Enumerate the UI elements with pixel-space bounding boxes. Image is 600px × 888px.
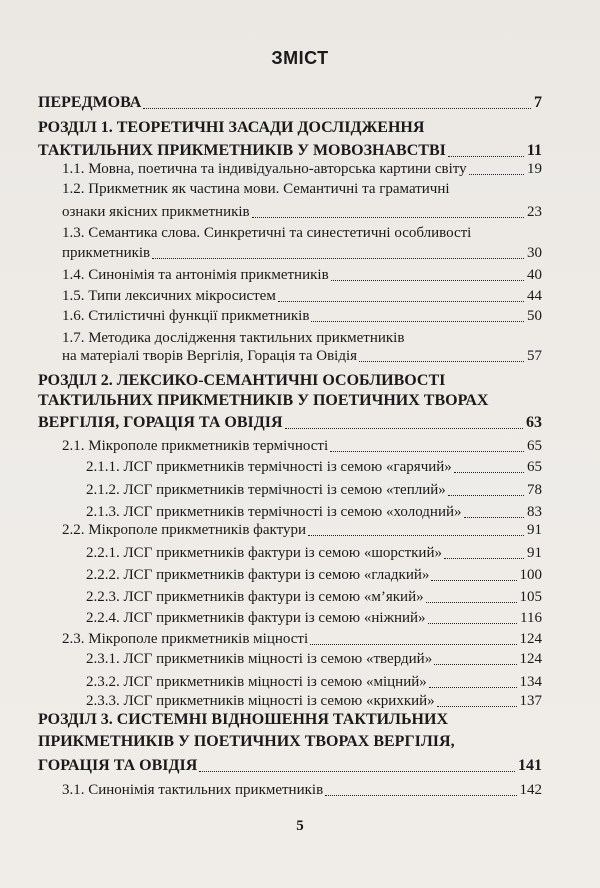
dot-leader bbox=[426, 602, 517, 603]
toc-entry-text: ПЕРЕДМОВА bbox=[38, 94, 142, 111]
dot-leader bbox=[469, 174, 524, 175]
dot-leader bbox=[331, 280, 524, 281]
toc-entry-text: РОЗДІЛ 1. ТЕОРЕТИЧНІ ЗАСАДИ ДОСЛІДЖЕННЯ bbox=[38, 119, 425, 136]
toc-page-number: 44 bbox=[527, 288, 542, 304]
dot-leader bbox=[359, 361, 524, 362]
toc-page-number: 91 bbox=[527, 522, 542, 538]
toc-entry-text: 1.2. Прикметник як частина мови. Семантичні та граматичні bbox=[62, 181, 450, 197]
toc-page-number: 100 bbox=[519, 567, 542, 583]
dot-leader bbox=[330, 451, 524, 452]
toc-page-number: 11 bbox=[526, 142, 542, 159]
toc-page-number: 116 bbox=[520, 610, 542, 626]
toc-entry-text: на матеріалі творів Вергілія, Горація та Овідія bbox=[62, 348, 358, 364]
toc-page-number: 7 bbox=[534, 94, 542, 111]
dot-leader bbox=[431, 580, 516, 581]
toc-entry-text: 2.2. Мікрополе прикметників фактури bbox=[62, 522, 307, 538]
toc-entry-text: 1.5. Типи лексичних мікросистем bbox=[62, 288, 276, 304]
dot-leader bbox=[310, 644, 516, 645]
toc-entry-text: 3.1. Синонімія тактильних прикметників bbox=[62, 782, 324, 798]
page-number: 5 bbox=[296, 818, 304, 834]
dot-leader bbox=[152, 258, 524, 259]
dot-leader bbox=[428, 623, 518, 624]
toc-page-number: 19 bbox=[527, 161, 542, 177]
dot-leader bbox=[325, 795, 516, 796]
toc-page-number: 141 bbox=[518, 757, 542, 774]
dot-leader bbox=[143, 108, 531, 109]
toc-entry-text: 1.4. Синонімія та антонімія прикметників bbox=[62, 267, 329, 283]
dot-leader bbox=[444, 558, 524, 559]
toc-entry-text: 2.3. Мікрополе прикметників міцності bbox=[62, 631, 309, 647]
toc-entry-text: 2.2.4. ЛСГ прикметників фактури із семою «ніжний» bbox=[86, 610, 426, 626]
toc-entry-text: 2.1.1. ЛСГ прикметників термічності із семою «гарячий» bbox=[86, 459, 452, 475]
toc-entry-text: 2.2.1. ЛСГ прикметників фактури із семою «шорсткий» bbox=[86, 545, 442, 561]
toc-entry-text: ВЕРГІЛІЯ, ГОРАЦІЯ ТА ОВІДІЯ bbox=[38, 414, 283, 431]
toc-entry-text: ТАКТИЛЬНИХ ПРИКМЕТНИКІВ У МОВОЗНАВСТВІ bbox=[38, 142, 446, 159]
toc-entry-text: 2.1.3. ЛСГ прикметників термічності із семою «холодний» bbox=[86, 504, 462, 520]
toc-page-number: 124 bbox=[519, 651, 542, 667]
toc-entry-text: 2.3.3. ЛСГ прикметників міцності із семою «крихкий» bbox=[86, 693, 435, 709]
toc-page-number: 83 bbox=[527, 504, 542, 520]
toc-entry-text: ТАКТИЛЬНИХ ПРИКМЕТНИКІВ У ПОЕТИЧНИХ ТВОРАХ bbox=[38, 392, 489, 409]
toc-entry-text: РОЗДІЛ 2. ЛЕКСИКО-СЕМАНТИЧНІ ОСОБЛИВОСТІ bbox=[38, 372, 446, 389]
toc-page-number: 78 bbox=[527, 482, 542, 498]
toc-entry-text: 2.1.2. ЛСГ прикметників термічності із семою «теплий» bbox=[86, 482, 446, 498]
toc-entry-text: 2.1. Мікрополе прикметників термічності bbox=[62, 438, 329, 454]
toc-page-number: 65 bbox=[527, 459, 542, 475]
dot-leader bbox=[278, 301, 524, 302]
toc-entry-text: 1.7. Методика дослідження тактильних прикметників bbox=[62, 330, 405, 346]
toc-entry-text: 1.6. Стилістичні функції прикметників bbox=[62, 308, 310, 324]
toc-page-number: 105 bbox=[519, 589, 542, 605]
dot-leader bbox=[437, 706, 517, 707]
toc-page-number: 137 bbox=[519, 693, 542, 709]
toc-entry-text: прикметників bbox=[62, 245, 151, 261]
toc-entry-text: ПРИКМЕТНИКІВ У ПОЕТИЧНИХ ТВОРАХ ВЕРГІЛІЯ, bbox=[38, 733, 455, 750]
toc-page-number: 23 bbox=[527, 204, 542, 220]
toc-entry-text: 2.3.1. ЛСГ прикметників міцності із семою «твердий» bbox=[86, 651, 433, 667]
dot-leader bbox=[454, 472, 524, 473]
toc-entry-text: 2.2.3. ЛСГ прикметників фактури із семою «м’який» bbox=[86, 589, 424, 605]
page-title: ЗМІСТ bbox=[271, 48, 329, 68]
toc-page-number: 40 bbox=[527, 267, 542, 283]
toc-page-number: 91 bbox=[527, 545, 542, 561]
toc-page-number: 124 bbox=[519, 631, 542, 647]
toc-entry-text: 1.3. Семантика слова. Синкретичні та синестетичні особливості bbox=[62, 225, 472, 241]
dot-leader bbox=[199, 771, 515, 772]
dot-leader bbox=[434, 664, 516, 665]
toc-entry-text: РОЗДІЛ 3. СИСТЕМНІ ВІДНОШЕННЯ ТАКТИЛЬНИХ bbox=[38, 711, 448, 728]
toc-page-number: 50 bbox=[527, 308, 542, 324]
dot-leader bbox=[429, 687, 517, 688]
toc-entry-text: 2.2.2. ЛСГ прикметників фактури із семою «гладкий» bbox=[86, 567, 430, 583]
dot-leader bbox=[311, 321, 524, 322]
toc-page-number: 142 bbox=[519, 782, 542, 798]
toc-entry-text: ГОРАЦІЯ ТА ОВІДІЯ bbox=[38, 757, 198, 774]
toc-page-number: 134 bbox=[519, 674, 542, 690]
toc-page-number: 63 bbox=[526, 414, 542, 431]
dot-leader bbox=[464, 517, 525, 518]
toc-page-number: 30 bbox=[527, 245, 542, 261]
toc-entry-text: ознаки якісних прикметників bbox=[62, 204, 250, 220]
dot-leader bbox=[285, 428, 523, 429]
toc-page-number: 57 bbox=[527, 348, 542, 364]
toc-entry-text: 2.3.2. ЛСГ прикметників міцності із семою «міцний» bbox=[86, 674, 427, 690]
dot-leader bbox=[252, 217, 524, 218]
dot-leader bbox=[448, 495, 524, 496]
toc-page-number: 65 bbox=[527, 438, 542, 454]
dot-leader bbox=[308, 535, 524, 536]
toc-entry-text: 1.1. Мовна, поетична та індивідуально-авторська картини світу bbox=[62, 161, 467, 177]
